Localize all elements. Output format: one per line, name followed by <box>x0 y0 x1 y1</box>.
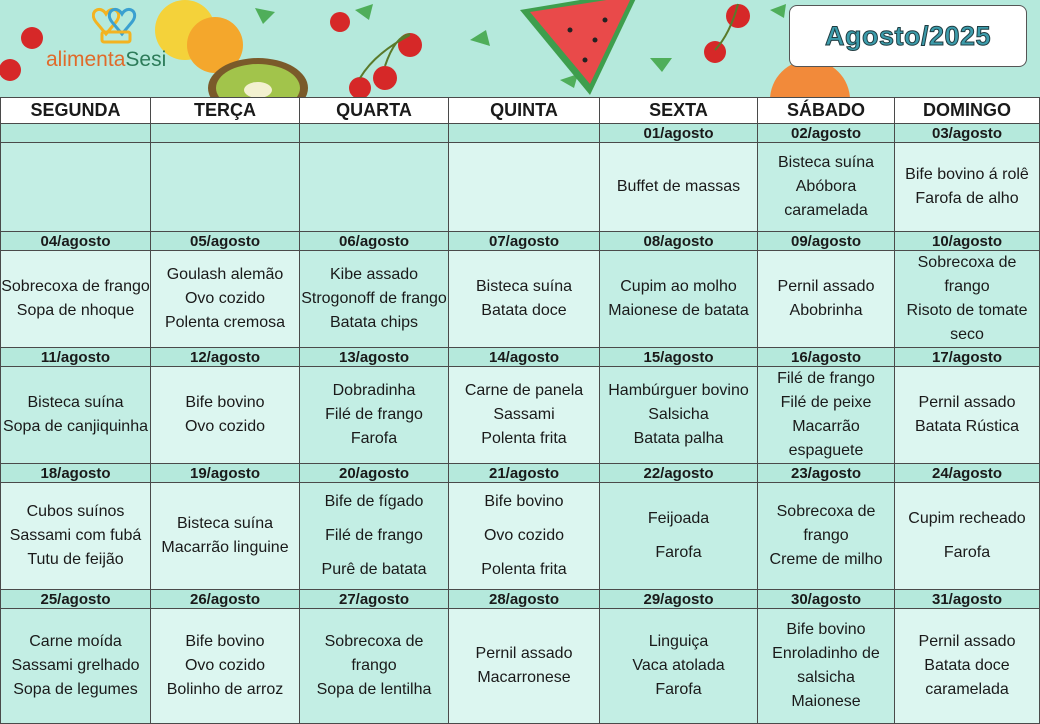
menu-cell <box>300 367 449 464</box>
dish-spacer <box>449 548 599 558</box>
dish-item: Polenta frita <box>481 561 567 578</box>
date-cell <box>449 124 600 143</box>
dish-item: Bife bovino á rolê <box>905 166 1029 183</box>
dish-item: Kibe assado <box>329 266 419 283</box>
dish-item: Salsicha <box>648 406 709 423</box>
date-cell <box>1 124 151 143</box>
menu-cell <box>895 609 1040 724</box>
menu-cell <box>758 367 895 464</box>
date-cell: 14/agosto <box>449 348 600 367</box>
date-row <box>1 124 1040 143</box>
dish-item: Bolinho de arroz <box>166 681 284 698</box>
menu-cell <box>1 483 151 590</box>
date-cell: 31/agosto <box>895 590 1040 609</box>
dish-item: Filé de frango <box>777 370 875 387</box>
date-cell: 24/agosto <box>895 464 1040 483</box>
menu-row <box>1 251 1040 348</box>
dish-item: Pernil assado <box>918 394 1016 411</box>
menu-cell <box>600 609 758 724</box>
dish-item: Farofa <box>350 430 398 447</box>
menu-cell <box>449 367 600 464</box>
dish-item: Maionese de batata <box>608 302 749 319</box>
date-cell: 21/agosto <box>449 464 600 483</box>
dish-item: Cubos suínos <box>26 503 125 520</box>
date-cell: 09/agosto <box>758 232 895 251</box>
date-cell: 08/agosto <box>600 232 758 251</box>
dish-item: Sopa de nhoque <box>16 302 135 319</box>
dish-item: Vaca atolada <box>632 657 725 674</box>
menu-cell <box>449 609 600 724</box>
logo <box>40 2 190 72</box>
date-cell <box>300 124 449 143</box>
menu-calendar <box>0 97 1040 724</box>
date-cell: 18/agosto <box>1 464 151 483</box>
dish-item: Carne moída <box>29 633 122 650</box>
dish-item: Bife bovino <box>786 621 866 638</box>
logo-text: alimentaSesi <box>46 48 167 71</box>
dish-item: Dobradinha <box>332 382 416 399</box>
menu-cell <box>600 251 758 348</box>
dish-item: Bife de fígado <box>324 493 424 510</box>
menu-cell <box>758 483 895 590</box>
logo-hearts-icon <box>92 2 142 44</box>
weekday-header: SEXTA <box>600 98 758 124</box>
dish-item: Buffet de massas <box>616 178 741 195</box>
dish-item: Tutu de feijão <box>27 551 124 568</box>
weekday-header: SEGUNDA <box>1 98 151 124</box>
dish-item: Ovo cozido <box>184 418 266 435</box>
dish-item: Maionese <box>791 693 861 710</box>
menu-cell <box>1 609 151 724</box>
date-cell: 01/agosto <box>600 124 758 143</box>
header-banner <box>0 0 1040 97</box>
menu-cell <box>600 367 758 464</box>
dish-spacer <box>300 514 448 524</box>
dish-spacer <box>895 531 1039 541</box>
dish-item: Sobrecoxa de frango <box>1 278 150 295</box>
dish-item: Pernil assado <box>475 645 573 662</box>
menu-cell <box>600 143 758 232</box>
weekday-header: QUINTA <box>449 98 600 124</box>
menu-cell <box>300 143 449 232</box>
dish-item: Macarrão linguine <box>161 539 289 556</box>
date-cell: 26/agosto <box>151 590 300 609</box>
menu-cell <box>1 251 151 348</box>
menu-cell <box>151 251 300 348</box>
date-cell: 19/agosto <box>151 464 300 483</box>
dish-item: Purê de batata <box>321 561 427 578</box>
dish-item: Sobrecoxa de frango <box>776 503 876 544</box>
menu-cell <box>895 143 1040 232</box>
dish-item: Strogonoff de frango <box>301 290 447 307</box>
menu-cell <box>300 483 449 590</box>
weekday-header: DOMINGO <box>895 98 1040 124</box>
dish-item: Filé de frango <box>325 527 423 544</box>
weekday-header: QUARTA <box>300 98 449 124</box>
date-cell: 27/agosto <box>300 590 449 609</box>
dish-item: Farofa de alho <box>915 190 1019 207</box>
dish-item: Farofa <box>655 681 702 698</box>
menu-cell <box>300 609 449 724</box>
dish-item: Hambúrguer bovino <box>608 382 749 399</box>
dish-item: Batata chips <box>329 314 419 331</box>
dish-item: Polenta cremosa <box>164 314 286 331</box>
dish-item: Macarronese <box>477 669 571 686</box>
date-cell: 05/agosto <box>151 232 300 251</box>
date-row <box>1 464 1040 483</box>
dish-item: Farofa <box>943 544 991 561</box>
menu-cell <box>151 483 300 590</box>
menu-row <box>1 367 1040 464</box>
dish-item: Cupim recheado <box>908 510 1026 527</box>
weekday-header: SÁBADO <box>758 98 895 124</box>
date-cell: 22/agosto <box>600 464 758 483</box>
dish-item: Batata doce <box>481 302 567 319</box>
menu-cell <box>1 143 151 232</box>
menu-cell <box>300 251 449 348</box>
dish-item: Risoto de tomate seco <box>906 302 1028 343</box>
date-cell: 28/agosto <box>449 590 600 609</box>
dish-item: Bisteca suína <box>27 394 124 411</box>
dish-item: Ovo cozido <box>184 290 266 307</box>
date-cell: 04/agosto <box>1 232 151 251</box>
date-cell: 07/agosto <box>449 232 600 251</box>
menu-row <box>1 483 1040 590</box>
month-title: Agosto/2025 <box>824 20 992 51</box>
dish-item: Sopa de canjiquinha <box>2 418 148 435</box>
date-cell: 10/agosto <box>895 232 1040 251</box>
dish-item: Feijoada <box>647 510 710 527</box>
dish-item: Bisteca suína <box>176 515 274 532</box>
dish-item: Filé de peixe <box>780 394 872 411</box>
dish-item: Farofa <box>655 544 702 561</box>
menu-cell <box>449 251 600 348</box>
weekday-header: TERÇA <box>151 98 300 124</box>
date-cell: 11/agosto <box>1 348 151 367</box>
date-cell: 13/agosto <box>300 348 449 367</box>
date-cell: 23/agosto <box>758 464 895 483</box>
date-row <box>1 590 1040 609</box>
dish-item: Macarrão espaguete <box>788 418 864 459</box>
menu-row <box>1 143 1040 232</box>
date-cell: 17/agosto <box>895 348 1040 367</box>
date-cell: 16/agosto <box>758 348 895 367</box>
dish-spacer <box>600 531 757 541</box>
menu-cell <box>151 143 300 232</box>
menu-cell <box>449 143 600 232</box>
dish-item: Sobrecoxa de frango <box>324 633 424 674</box>
dish-item: Linguiça <box>648 633 709 650</box>
dish-item: Bisteca suína <box>475 278 573 295</box>
menu-cell <box>151 609 300 724</box>
date-cell: 02/agosto <box>758 124 895 143</box>
dish-item: Abóbora caramelada <box>784 178 868 219</box>
menu-cell <box>449 483 600 590</box>
date-row <box>1 348 1040 367</box>
dish-item: Abobrinha <box>789 302 863 319</box>
dish-spacer <box>300 548 448 558</box>
date-cell: 15/agosto <box>600 348 758 367</box>
dish-item: Bisteca suína <box>777 154 875 171</box>
dish-item: Bife bovino <box>484 493 564 510</box>
weekday-header-row <box>1 98 1040 124</box>
dish-item: Ovo cozido <box>184 657 266 674</box>
date-cell: 29/agosto <box>600 590 758 609</box>
dish-item: Goulash alemão <box>166 266 284 283</box>
menu-cell <box>600 483 758 590</box>
date-cell: 06/agosto <box>300 232 449 251</box>
dish-item: Sassami <box>493 406 555 423</box>
dish-item: Sassami com fubá <box>9 527 142 544</box>
dish-item: Sassami grelhado <box>11 657 140 674</box>
menu-cell <box>151 367 300 464</box>
dish-item: Pernil assado <box>918 633 1016 650</box>
date-cell: 25/agosto <box>1 590 151 609</box>
date-cell: 12/agosto <box>151 348 300 367</box>
menu-row <box>1 609 1040 724</box>
dish-item: Creme de milho <box>769 551 883 568</box>
menu-cell <box>758 143 895 232</box>
dish-item: Cupim ao molho <box>620 278 737 295</box>
dish-item: Bife bovino <box>185 394 265 411</box>
dish-item: Sopa de legumes <box>13 681 138 698</box>
dish-item: Pernil assado <box>777 278 875 295</box>
menu-cell <box>895 251 1040 348</box>
dish-item: Batata palha <box>633 430 724 447</box>
dish-item: Sobrecoxa de frango <box>917 254 1017 295</box>
date-cell: 03/agosto <box>895 124 1040 143</box>
dish-item: Enroladinho de salsicha <box>772 645 880 686</box>
dish-item: Carne de panela <box>464 382 584 399</box>
date-row <box>1 232 1040 251</box>
month-title-box <box>789 5 1027 67</box>
menu-cell <box>895 483 1040 590</box>
dish-item: Filé de frango <box>325 406 423 423</box>
dish-item: Batata doce caramelada <box>924 657 1010 698</box>
date-cell <box>151 124 300 143</box>
menu-cell <box>758 251 895 348</box>
dish-item: Polenta frita <box>481 430 567 447</box>
dish-item: Bife bovino <box>185 633 265 650</box>
dish-item: Ovo cozido <box>483 527 565 544</box>
menu-cell <box>895 367 1040 464</box>
dish-item: Sopa de lentilha <box>316 681 432 698</box>
date-cell: 20/agosto <box>300 464 449 483</box>
menu-cell <box>1 367 151 464</box>
menu-cell <box>758 609 895 724</box>
dish-spacer <box>449 514 599 524</box>
dish-item: Batata Rústica <box>914 418 1020 435</box>
date-cell: 30/agosto <box>758 590 895 609</box>
